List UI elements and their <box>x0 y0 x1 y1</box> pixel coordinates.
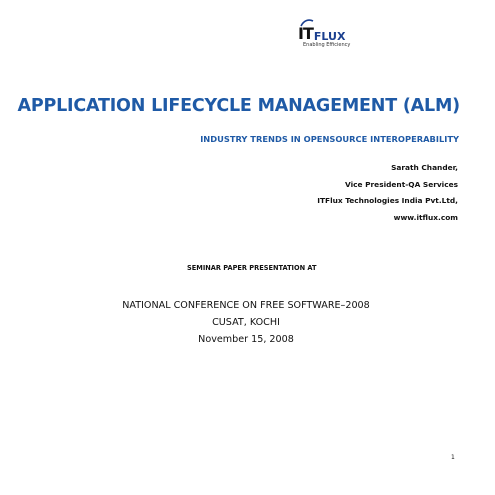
author-website: www.itflux.com <box>393 212 458 222</box>
logo-wordmark <box>298 22 345 42</box>
itflux-logo <box>298 22 368 52</box>
page-number: 1 <box>451 454 455 461</box>
logo-tagline: Enabling Efficiency <box>303 42 351 48</box>
conference-date: November 15, 2008 <box>198 334 294 345</box>
author-company: ITFlux Technologies India Pvt.Ltd, <box>317 196 458 205</box>
logo-flux-text: FLUX <box>313 30 346 43</box>
document-subtitle: INDUSTRY TRENDS IN OPENSOURCE INTEROPERABILITY <box>200 134 459 144</box>
conference-block <box>0 297 495 348</box>
logo-it-text: IT <box>298 24 313 43</box>
author-position: Vice President-QA Services <box>345 179 458 189</box>
document-title: APPLICATION LIFECYCLE MANAGEMENT (ALM) <box>17 96 460 116</box>
author-block <box>317 160 458 226</box>
conference-name: NATIONAL CONFERENCE ON FREE SOFTWARE–2008 <box>122 300 370 311</box>
conference-venue: CUSAT, KOCHI <box>212 317 280 328</box>
seminar-label: SEMINAR PAPER PRESENTATION AT <box>187 264 317 272</box>
author-name: Sarath Chander, <box>391 163 458 172</box>
